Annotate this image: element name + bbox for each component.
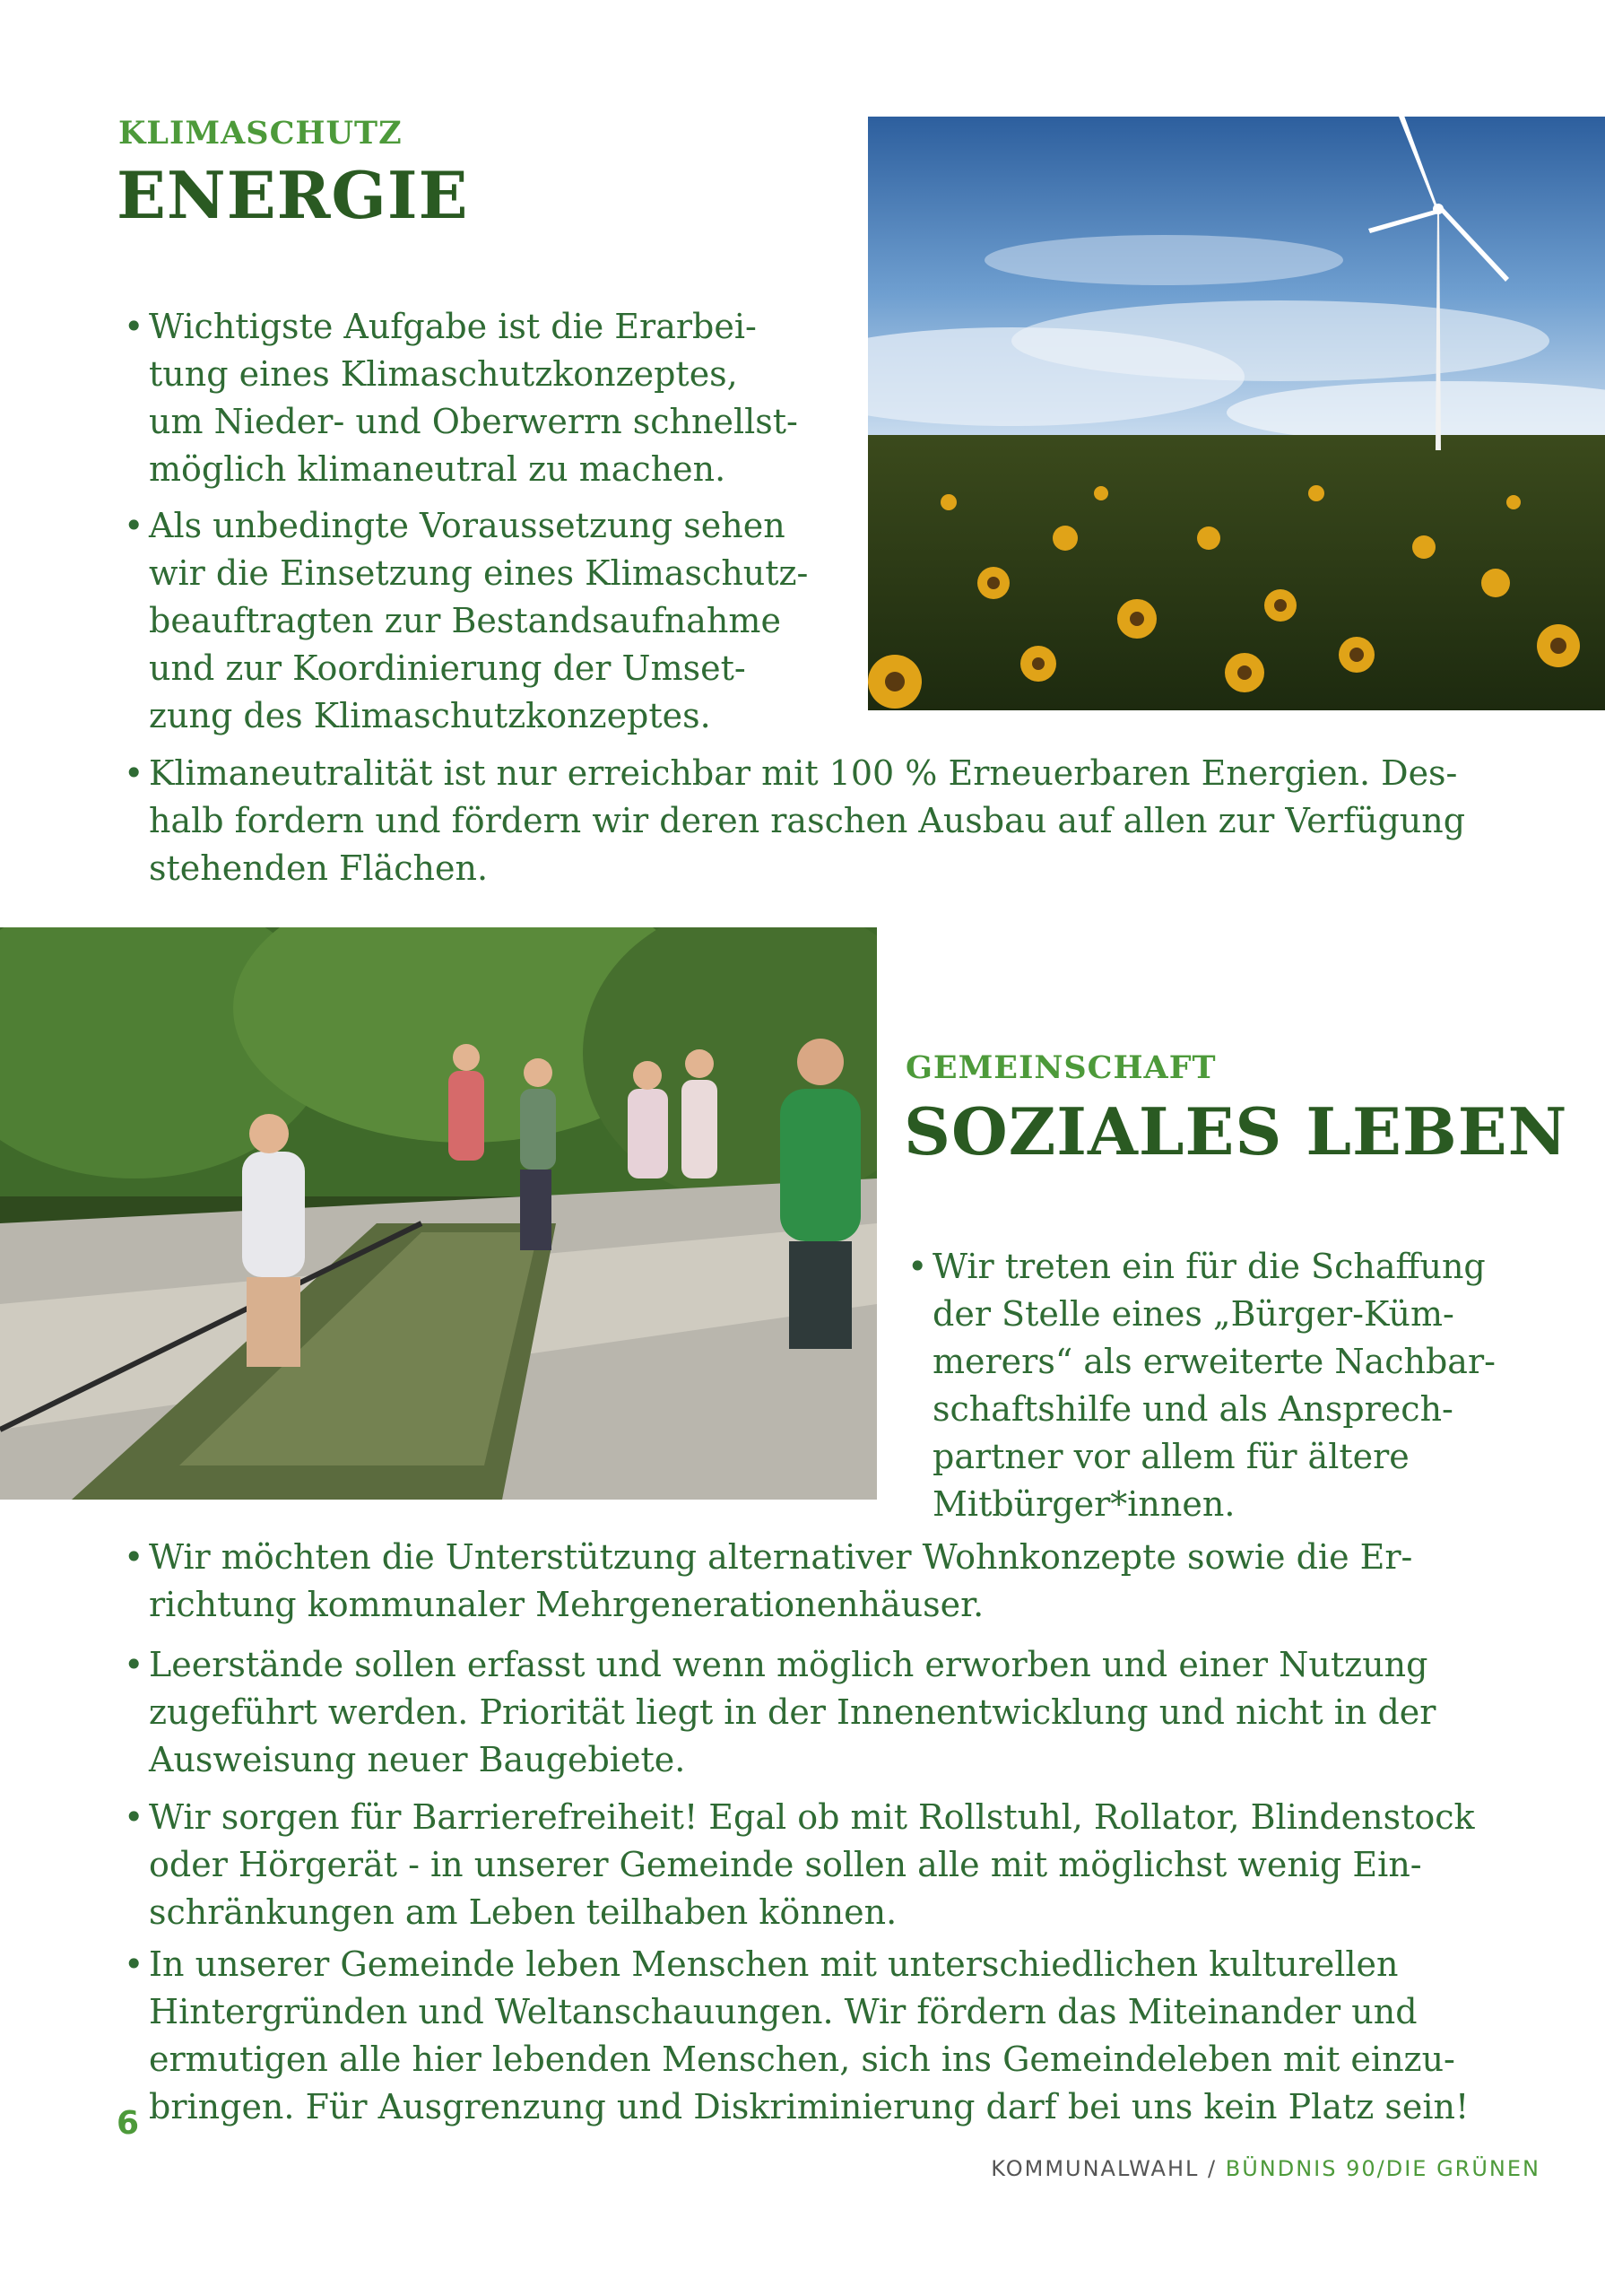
footer-line [991, 2156, 1540, 2181]
page-number: 6 [117, 2105, 140, 2142]
photo-kneipp-water-path [0, 927, 877, 1500]
section-kicker-gemeinschaft: GEMEINSCHAFT [906, 1049, 1217, 1086]
section-title-soziales-leben: SOZIALES LEBEN [904, 1093, 1568, 1170]
soziales-bullet-3: • Leerstände sollen erfasst und wenn möglich erworben und einer Nutzung zugeführt werden. Priorität liegt in der Innenentwicklung und nicht in der Ausweisung neuer Baugebiete. [122, 1641, 1566, 1784]
section-title-energie: ENERGIE [117, 157, 469, 233]
section-kicker-klimaschutz: KLIMASCHUTZ [118, 115, 403, 152]
energie-bullet-2: • Als unbedingte Voraussetzung sehen wir die Einsetzung eines Klimaschutz- beauftragten zur Bestandsaufnahme und zur Koordinierung der Umset- zung des Klimaschutzkonzeptes. [122, 502, 884, 740]
energie-bullet-1: • Wichtigste Aufgabe ist die Erarbei- tung eines Klimaschutzkonzeptes, um Nieder- und Oberwerrn schnellst- möglich klimaneutral zu machen. [122, 303, 884, 493]
footer-prefix: KOMMUNALWAHL / [991, 2156, 1218, 2181]
footer-party: BÜNDNIS 90/DIE GRÜNEN [1225, 2156, 1540, 2181]
soziales-bullet-4: • Wir sorgen für Barrierefreiheit! Egal ob mit Rollstuhl, Rollator, Blindenstock oder Hörgerät - in unserer Gemeinde sollen alle mit möglichst wenig Ein- schränkungen am Leben teilhaben können. [122, 1794, 1583, 1936]
soziales-bullet-1: • Wir treten ein für die Schaffung der Stelle eines „Bürger-Küm- merers“ als erweiterte Nachbar- schaftshilfe und als Ansprech- partner vor allem für ältere Mitbürger*innen. [906, 1243, 1605, 1528]
energie-bullet-3: • Klimaneutralität ist nur erreichbar mit 100 % Erneuerbaren Energien. Des- halb fordern und fördern wir deren raschen Ausbau auf allen zur Verfügung stehenden Flächen. [122, 750, 1548, 892]
soziales-bullet-2: • Wir möchten die Unterstützung alternativer Wohnkonzepte sowie die Er- richtung kommunaler Mehrgenerationenhäuser. [122, 1534, 1566, 1629]
soziales-bullet-5: • In unserer Gemeinde leben Menschen mit unterschiedlichen kulturellen Hintergründen und Weltanschauungen. Wir fördern das Miteinander und ermutigen alle hier lebenden Menschen, sich ins Gemeindeleben mit einzu- bringen. Für Ausgrenzung und Diskriminierung darf bei uns kein Platz sein! [122, 1941, 1583, 2131]
photo-wind-turbine-sunflowers [868, 117, 1605, 710]
